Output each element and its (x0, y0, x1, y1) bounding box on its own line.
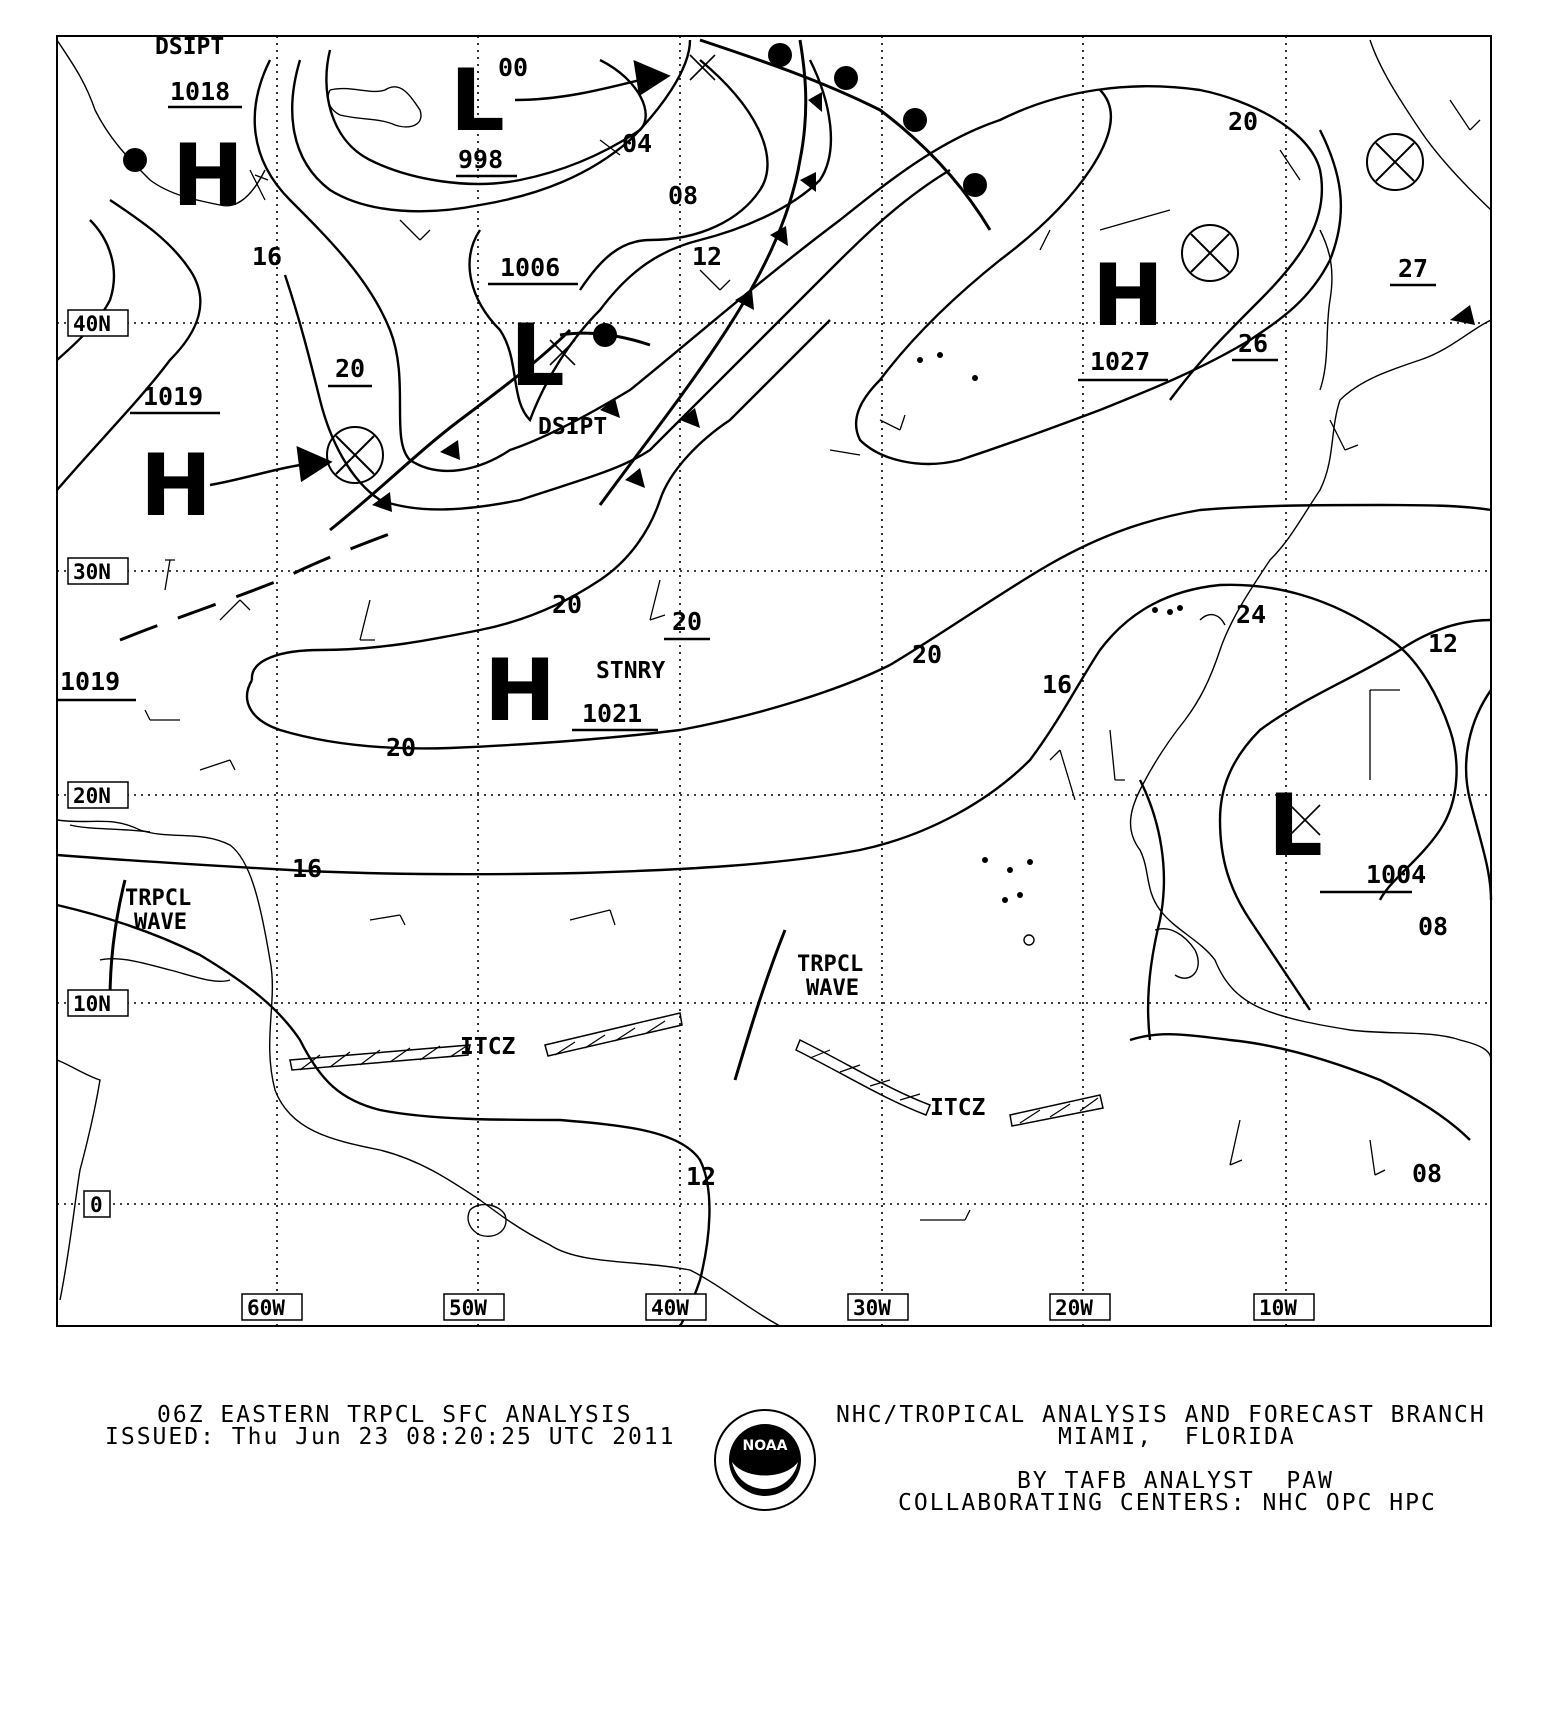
underlined-label: 20 (672, 607, 703, 636)
longitude-labels (242, 1294, 1314, 1320)
pressure-value: 998 (458, 145, 504, 174)
tropical-wave-label: TRPCL (125, 886, 192, 911)
latitude-labels (68, 310, 128, 1217)
footer-issued: ISSUED: Thu Jun 23 08:20:25 UTC 2011 (105, 1424, 676, 1450)
isobar-label: 12 (686, 1162, 717, 1191)
low-pressure-symbol: L (1268, 776, 1323, 876)
lat-label-0: 0 (90, 1193, 103, 1217)
noaa-logo (715, 1410, 815, 1510)
isobar-label: 20 (912, 640, 943, 669)
low-pressure-symbol: L (510, 306, 565, 406)
isobar-label: 16 (252, 242, 283, 271)
x-markers (550, 55, 1320, 835)
pressure-value: 1006 (500, 253, 561, 282)
isobar-label: 04 (622, 129, 653, 158)
tropical-wave-east (735, 930, 785, 1080)
graticule (57, 36, 1491, 1326)
circle-x-marker (1182, 225, 1238, 281)
isobar-label: 08 (668, 181, 699, 210)
lon-label-50w: 50W (449, 1296, 487, 1320)
footer-analyst: BY TAFB ANALYST PAW (1017, 1468, 1334, 1494)
dsipt-label: DSIPT (155, 34, 225, 60)
low-pressure-symbol: L (450, 51, 505, 151)
pressure-value: 1019 (143, 382, 204, 411)
itcz-label: ITCZ (930, 1095, 986, 1121)
stnry-label: STNRY (596, 658, 666, 684)
footer-center: NHC/TROPICAL ANALYSIS AND FORECAST BRANCH (836, 1402, 1486, 1428)
pressure-value: 1021 (582, 699, 643, 728)
high-pressure-symbol: H (140, 436, 212, 536)
lat-label-10n: 10N (73, 992, 111, 1016)
wind-barbs (145, 100, 1480, 1220)
high-pressure-symbol: H (484, 641, 556, 741)
map-frame (57, 36, 1491, 1326)
isobar-label: 24 (1236, 600, 1267, 629)
dsipt-label: DSIPT (538, 414, 608, 440)
pressure-value: 1027 (1090, 347, 1151, 376)
lon-label-10w: 10W (1259, 1296, 1297, 1320)
underlined-label: 1019 (60, 667, 121, 696)
tropical-wave-label: TRPCL (797, 952, 864, 977)
tropical-wave-west (110, 880, 125, 1000)
circle-x-markers (327, 134, 1423, 483)
pressure-centers (130, 51, 1429, 892)
circle-x-marker (1367, 134, 1423, 190)
high-pressure-symbol: H (1092, 246, 1164, 346)
isobar-label: 20 (1228, 107, 1259, 136)
lon-label-60w: 60W (247, 1296, 285, 1320)
dissipating-front (120, 530, 400, 640)
pressure-value: 1004 (1366, 860, 1427, 889)
front-symbols (123, 43, 1475, 512)
noaa-logo-text: NOAA (742, 1438, 788, 1454)
tropical-wave-label: WAVE (134, 910, 187, 935)
footer-title: 06Z EASTERN TRPCL SFC ANALYSIS (157, 1402, 633, 1428)
isobar-label: 16 (1042, 670, 1073, 699)
isobar-label: 20 (552, 590, 583, 619)
isobar-label: 16 (292, 854, 323, 883)
tropical-wave-label: WAVE (806, 976, 859, 1001)
lat-label-20n: 20N (73, 784, 111, 808)
footer-location: MIAMI, FLORIDA (1058, 1424, 1296, 1450)
isobar-label: 12 (1428, 629, 1459, 658)
high-pressure-symbol: H (172, 126, 244, 226)
underlined-label: 26 (1238, 329, 1269, 358)
isobar-label: 12 (692, 242, 723, 271)
isobar-labels (252, 53, 1458, 1191)
footer-collaborating: COLLABORATING CENTERS: NHC OPC HPC (898, 1490, 1437, 1516)
underlined-labels (57, 254, 1436, 700)
underlined-label: 27 (1398, 254, 1429, 283)
itcz-label: ITCZ (460, 1034, 516, 1060)
isobar-label: 08 (1418, 912, 1449, 941)
underlined-label: 20 (335, 354, 366, 383)
lon-label-20w: 20W (1055, 1296, 1093, 1320)
isobar-label: 20 (386, 733, 417, 762)
pressure-value: 1018 (170, 77, 231, 106)
lat-label-30n: 30N (73, 560, 111, 584)
lat-label-40n: 40N (73, 312, 111, 336)
lon-label-40w: 40W (651, 1296, 689, 1320)
lon-label-30w: 30W (853, 1296, 891, 1320)
annotations (125, 34, 986, 1121)
isobar-label: 00 (498, 53, 529, 82)
isobar-label: 08 (1412, 1159, 1443, 1188)
